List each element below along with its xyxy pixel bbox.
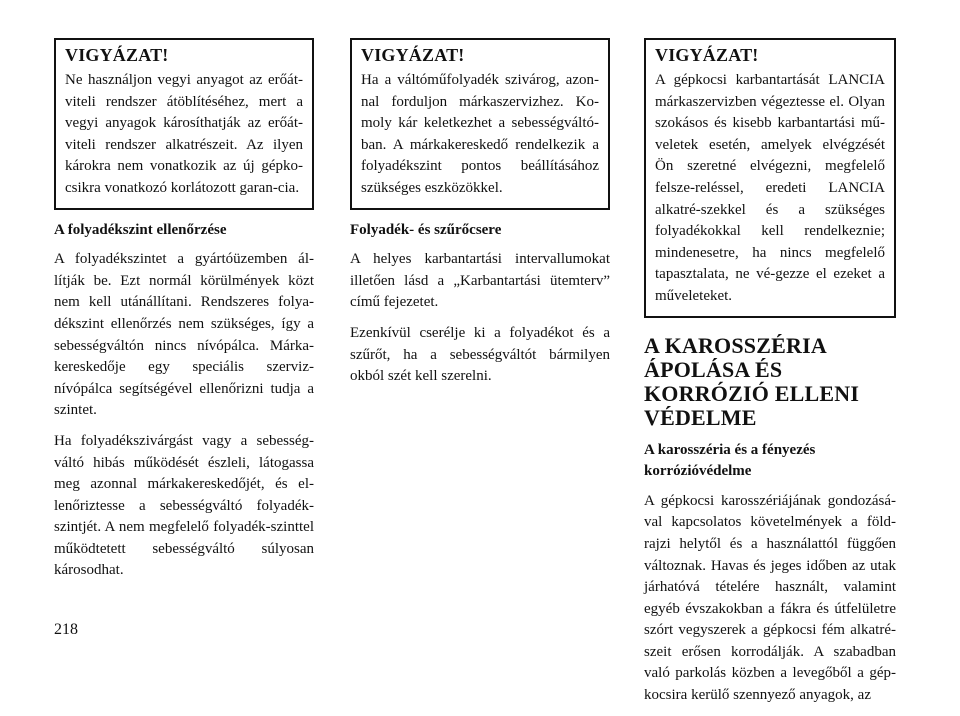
warning-title: VIGYÁZAT! (65, 45, 169, 65)
warning-text: Ne használjon vegyi anyagot az erőát-viteli rendszer átöblítéséhez, mert a vegyi anyagok károsíthatják az erőát-viteli rendszer alkatrészeit. Az ilyen károkra nem vonatkozik az új gépko-csikra vonatkozó korlátozott garan-cia. (65, 72, 303, 196)
section-heading: Folyadék- és szűrőcsere (350, 221, 502, 238)
body-paragraph: Ezenkívül cserélje ki a folyadékot és a szűrőt, ha a sebességváltót bármilyen okból szét kell szerelni. (350, 324, 610, 385)
warning-box (644, 38, 896, 318)
warning-title: VIGYÁZAT! (655, 45, 759, 65)
section-heading: A folyadékszint ellenőrzése (54, 221, 227, 238)
chapter-title: A KAROSSZÉRIA ÁPOLÁSA ÉS KORRÓZIÓ ELLENI VÉDELME (644, 332, 860, 430)
body-paragraph: A gépkocsi karosszériájának gondozásá-val kapcsolatos követelmények a föld-rajzi helytől és a használattól függően változnak. Havas és jeges időben az utak járhatóvá tételére használt, valamint egyéb évszakokban a fákra és útfelületre szórt vegyszerek a gépkocsi fém alkatré-szeit erősen korrodálják. A szabadban való parkolás közben a levegőből a gép-kocsira kerülő szennyező anyagok, az (644, 492, 896, 704)
warning-box (350, 38, 610, 210)
warning-title: VIGYÁZAT! (361, 45, 465, 65)
column-right (644, 38, 896, 716)
section-heading: A karosszéria és a fényezés korrózióvédelme (644, 441, 816, 480)
page-number: 218 (54, 621, 78, 638)
warning-text: Ha a váltóműfolyadék szivárog, azon-nal forduljon márkaszervizhez. Ko-moly kár keletkezhet a sebességváltó-ban. A márkakereskedő rendelkezik a folyadékszint pontos beállításához szükséges eszközökkel. (361, 72, 599, 196)
column-left (54, 38, 314, 591)
warning-text: A gépkocsi karbantartását LANCIA márkaszervizben végeztesse el. Olyan szokásos és kisebb karbantartási mű-veletek esetén, amelyek elvégzését Ön szeretné elvégezni, megfelelő felsze-reléssel, eredeti LANCIA alkatré-szekkel és a szükséges folyadékokkal kell rendelkeznie; mindenesetre, ha nincs megfelelő tapasztalata, ne vé-gezze el ezeket a műveleteket. (655, 72, 885, 304)
body-paragraph: A folyadékszintet a gyártóüzemben ál-lítják be. Ezt normál körülmények közt nem kell utánállítani. Rendszeres folya-dékszint ellenőrzés nem szükséges, így a sebességváltón nincs nívópálca. Márka-kereskedője egy speciális szerviz-nívópálca segítségével ellenőrizni tudja a szintet. (54, 251, 314, 419)
warning-box (54, 38, 314, 210)
column-middle (350, 38, 610, 397)
body-paragraph: A helyes karbantartási intervallumokat illetően lásd a „Karbantartási ütemterv” című fejezetet. (350, 251, 610, 311)
body-paragraph: Ha folyadékszivárgást vagy a sebesség-váltó hibás működését észleli, látogassa meg azonnal márkakereskedőjét, és el-lenőriztesse a sebességváltó folyadék-szintjét. A nem megfelelő folyadék-szinttel működtetett sebességváltó súlyosan károsodhat. (54, 432, 314, 579)
